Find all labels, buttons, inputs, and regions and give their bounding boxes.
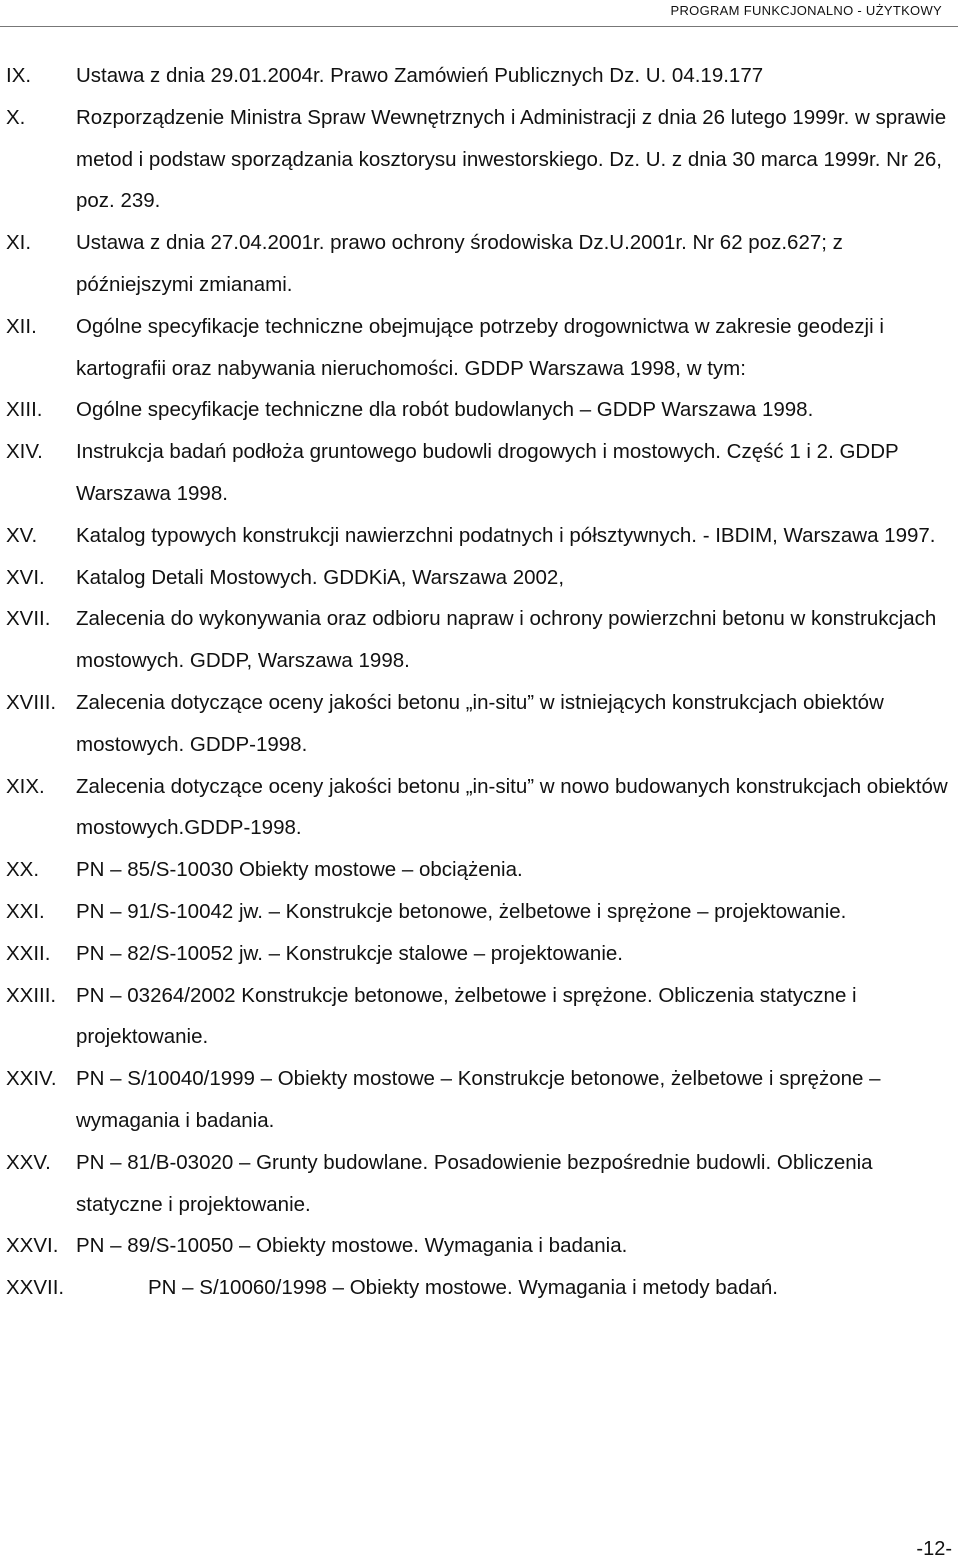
reference-text: Katalog Detali Mostowych. GDDKiA, Warszawa 2002, xyxy=(76,565,565,589)
reference-item xyxy=(6,222,956,306)
reference-number: XXIII. xyxy=(6,983,57,1007)
reference-number: XVII. xyxy=(6,607,51,631)
reference-item xyxy=(6,975,956,1059)
reference-number: XIV. xyxy=(6,440,43,464)
reference-text: PN – 85/S-10030 Obiekty mostowe – obciążenia. xyxy=(76,858,523,882)
reference-item xyxy=(6,389,956,431)
reference-number: XIII. xyxy=(6,398,43,422)
page-number: -12- xyxy=(916,1538,952,1560)
reference-number: XXVI. xyxy=(6,1234,59,1258)
reference-number: XII. xyxy=(6,314,37,338)
header-divider xyxy=(0,26,958,27)
reference-item xyxy=(6,682,956,766)
reference-text: PN – 89/S-10050 – Obiekty mostowe. Wymagania i badania. xyxy=(76,1234,628,1258)
reference-item xyxy=(6,933,956,975)
reference-item xyxy=(6,1142,956,1226)
reference-number: XXIV. xyxy=(6,1067,57,1091)
reference-item xyxy=(6,766,956,850)
running-header: PROGRAM FUNKCJONALNO - UŻYTKOWY xyxy=(670,3,942,18)
reference-item xyxy=(6,891,956,933)
reference-item xyxy=(6,557,956,599)
reference-number: XIX. xyxy=(6,774,45,798)
reference-text: PN – S/10060/1998 – Obiekty mostowe. Wymagania i metody badań. xyxy=(148,1276,778,1300)
reference-item xyxy=(6,55,956,97)
reference-text: PN – 81/B-03020 – Grunty budowlane. Posadowienie bezpośrednie budowli. Obliczenia statyczne i projektowanie. xyxy=(76,1150,873,1216)
reference-text: PN – 91/S-10042 jw. – Konstrukcje betonowe, żelbetowe i sprężone – projektowanie. xyxy=(76,899,847,923)
reference-item xyxy=(6,1267,956,1309)
reference-number: IX. xyxy=(6,64,32,87)
reference-item xyxy=(6,306,956,390)
reference-number: XVI. xyxy=(6,565,45,589)
reference-number: XV. xyxy=(6,523,38,547)
reference-text: PN – 03264/2002 Konstrukcje betonowe, żelbetowe i sprężone. Obliczenia statyczne i projektowanie. xyxy=(76,983,857,1049)
reference-item xyxy=(6,1225,956,1267)
reference-text: Ogólne specyfikacje techniczne obejmujące potrzeby drogownictwa w zakresie geodezji i kartografii oraz nabywania nieruchomości. GDDP Warszawa 1998, w tym: xyxy=(76,314,884,380)
reference-item xyxy=(6,598,956,682)
reference-text: PN – 82/S-10052 jw. – Konstrukcje stalowe – projektowanie. xyxy=(76,941,623,965)
reference-text: Katalog typowych konstrukcji nawierzchni podatnych i półsztywnych. - IBDIM, Warszawa 1997. xyxy=(76,523,936,547)
reference-number: XXI. xyxy=(6,899,45,923)
reference-text: Ogólne specyfikacje techniczne dla robót budowlanych – GDDP Warszawa 1998. xyxy=(76,398,814,422)
reference-text: Rozporządzenie Ministra Spraw Wewnętrznych i Administracji z dnia 26 lutego 1999r. w sprawie metod i podstaw sporządzania kosztorysu inwestorskiego. Dz. U. z dnia 30 marca 1999r. Nr 26, poz. 239. xyxy=(76,105,947,213)
reference-number: XVIII. xyxy=(6,690,57,714)
reference-number: XX. xyxy=(6,858,40,882)
reference-item xyxy=(6,97,956,222)
reference-number: XXVII. xyxy=(6,1276,65,1300)
reference-item xyxy=(6,1058,956,1142)
reference-text: Zalecenia dotyczące oceny jakości betonu „in-situ” w nowo budowanych konstrukcjach obiektów mostowych.GDDP-1998. xyxy=(76,774,948,840)
reference-text: PN – S/10040/1999 – Obiekty mostowe – Konstrukcje betonowe, żelbetowe i sprężone – wymagania i badania. xyxy=(76,1067,881,1132)
reference-item xyxy=(6,431,956,515)
reference-number: XXV. xyxy=(6,1150,51,1174)
reference-item xyxy=(6,515,956,557)
reference-text: Ustawa z dnia 27.04.2001r. prawo ochrony środowiska Dz.U.2001r. Nr 62 poz.627; z późniejszymi zmianami. xyxy=(76,231,843,296)
reference-number: X. xyxy=(6,105,26,129)
reference-text: Ustawa z dnia 29.01.2004r. Prawo Zamówień Publicznych Dz. U. 04.19.177 xyxy=(76,64,764,87)
reference-list xyxy=(6,55,956,1309)
reference-number: XXII. xyxy=(6,941,51,965)
reference-item xyxy=(6,849,956,891)
reference-text: Zalecenia dotyczące oceny jakości betonu „in-situ” w istniejących konstrukcjach obiektów mostowych. GDDP-1998. xyxy=(76,690,884,756)
reference-number: XI. xyxy=(6,231,32,255)
reference-text: Instrukcja badań podłoża gruntowego budowli drogowych i mostowych. Część 1 i 2. GDDP Warszawa 1998. xyxy=(76,440,899,505)
reference-text: Zalecenia do wykonywania oraz odbioru napraw i ochrony powierzchni betonu w konstrukcjach mostowych. GDDP, Warszawa 1998. xyxy=(76,607,937,673)
